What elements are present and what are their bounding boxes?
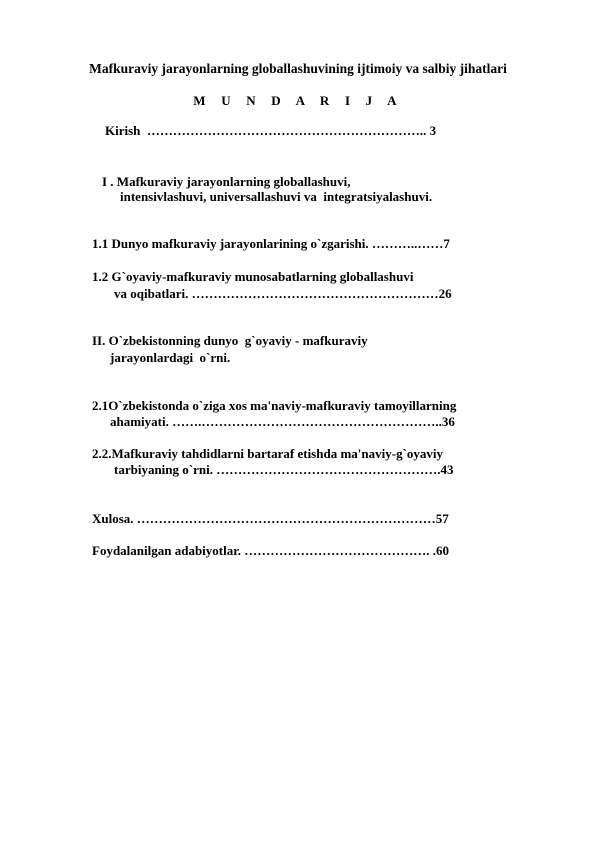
toc-section-2-2-line-2: tarbiyaning o`rni. …………………………………………….43 [114,462,454,477]
toc-entry-references: Foydalanilgan adabiyotlar. ……………………………………. .60 [92,543,450,558]
toc-entry-intro: Kirish ……………………………………………………….. 3 [105,123,437,138]
toc-chapter-1-line-1: I . Mafkuraviy jarayonlarning globallashuvi, [102,174,351,189]
toc-section-1-2-line-1: 1.2 G`oyaviy-mafkuraviy munosabatlarning globallashuvi [92,269,414,284]
toc-section-1-2-line-2: va oqibatlari. …………………………………………………26 [114,286,452,301]
toc-chapter-1-line-2: intensivlashuvi, universallashuvi va integratsiyalashuvi. [120,189,433,204]
document-title: Mafkuraviy jarayonlarning globallashuvining ijtimoiy va salbiy jihatlari [89,61,507,76]
toc-chapter-2-line-2: jarayonlardagi o`rni. [110,350,231,365]
toc-chapter-2-line-1: II. O`zbekistonning dunyo g`oyaviy - mafkuraviy [92,333,368,348]
toc-entry-conclusion: Xulosa. ……………………………………………………………57 [92,511,449,526]
toc-section-1-1: 1.1 Dunyo mafkuraviy jarayonlarining o`zgarishi. ………..……7 [92,236,450,251]
contents-heading: M U N D A R I J A [193,93,403,108]
toc-section-2-1-line-2: ahamiyati. …….………………………………………………..36 [110,414,455,429]
toc-section-2-2-line-1: 2.2.Mafkuraviy tahdidlarni bartaraf etishda ma'naviy-g`oyaviy [92,446,444,461]
toc-section-2-1-line-1: 2.1O`zbekistonda o`ziga xos ma'naviy-mafkuraviy tamoyillarning [92,398,457,413]
